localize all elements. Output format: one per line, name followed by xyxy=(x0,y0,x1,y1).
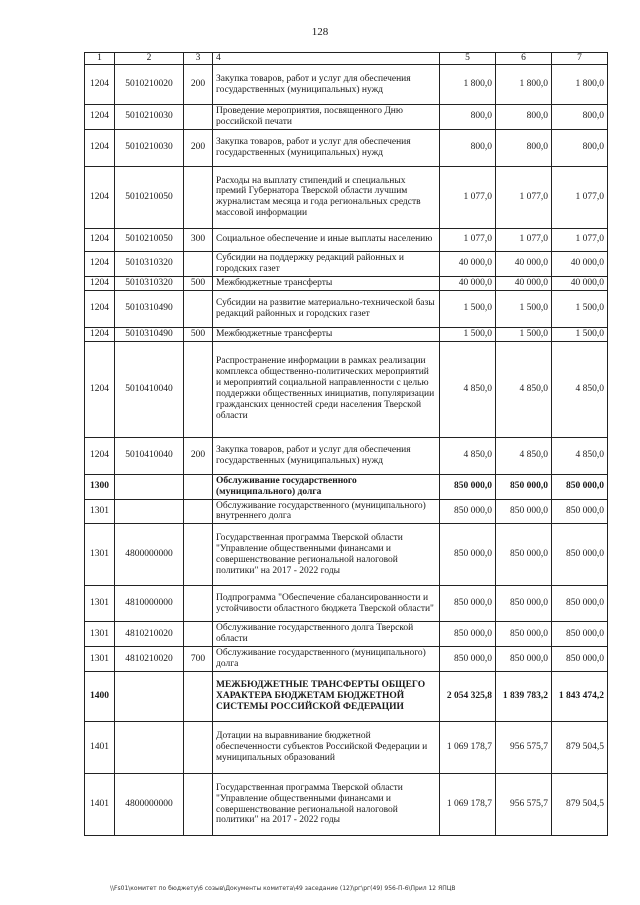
amount-col6-cell: 850 000,0 xyxy=(496,622,552,647)
amount-col7-cell: 879 504,5 xyxy=(552,774,608,836)
amount-col5-cell: 850 000,0 xyxy=(440,622,496,647)
section-code-cell: 1300 xyxy=(85,474,115,499)
item-name-cell: Расходы на выплату стипендий и специальных премий Губернатора Тверской области лучшим журналистам месяца и года региональных средств массовой информации xyxy=(213,166,440,228)
amount-col6-cell: 956 575,7 xyxy=(496,722,552,774)
target-article-cell: 5010210030 xyxy=(115,105,184,130)
section-code-cell: 1204 xyxy=(85,290,115,327)
amount-col7-cell: 40 000,0 xyxy=(552,276,608,290)
column-header-6: 6 xyxy=(496,53,552,65)
section-code-cell: 1204 xyxy=(85,251,115,276)
amount-col5-cell: 850 000,0 xyxy=(440,586,496,622)
expense-type-cell xyxy=(184,251,213,276)
expense-type-cell: 200 xyxy=(184,437,213,474)
amount-col7-cell: 4 850,0 xyxy=(552,341,608,437)
table-row xyxy=(85,437,608,474)
section-code-cell: 1301 xyxy=(85,586,115,622)
amount-col5-cell: 4 850,0 xyxy=(440,341,496,437)
item-name-cell: Проведение мероприятия, посвященного Дню российской печати xyxy=(213,105,440,130)
target-article-cell: 4810000000 xyxy=(115,586,184,622)
column-header-4: 4 xyxy=(213,53,440,65)
amount-col7-cell: 879 504,5 xyxy=(552,722,608,774)
target-article-cell: 5010210020 xyxy=(115,65,184,105)
amount-col6-cell: 4 850,0 xyxy=(496,341,552,437)
amount-col6-cell: 1 500,0 xyxy=(496,327,552,341)
table-row xyxy=(85,129,608,166)
item-name-cell: Обслуживание государственного (муниципального) долга xyxy=(213,474,440,499)
item-name-cell: Межбюджетные трансферты xyxy=(213,327,440,341)
amount-col7-cell: 850 000,0 xyxy=(552,622,608,647)
amount-col7-cell: 1 843 474,2 xyxy=(552,672,608,722)
table-row xyxy=(85,276,608,290)
amount-col5-cell: 800,0 xyxy=(440,105,496,130)
item-name-cell: Субсидии на поддержку редакций районных и городских газет xyxy=(213,251,440,276)
amount-col6-cell: 850 000,0 xyxy=(496,499,552,524)
amount-col5-cell: 850 000,0 xyxy=(440,647,496,672)
table-row xyxy=(85,774,608,836)
amount-col6-cell: 956 575,7 xyxy=(496,774,552,836)
target-article-cell: 5010410040 xyxy=(115,341,184,437)
page-number: 128 xyxy=(311,26,329,38)
item-name-cell: Закупка товаров, работ и услуг для обеспечения государственных (муниципальных) нужд xyxy=(213,65,440,105)
column-header-1: 1 xyxy=(85,53,115,65)
target-article-cell: 5010210050 xyxy=(115,166,184,228)
amount-col5-cell: 1 069 178,7 xyxy=(440,774,496,836)
table-row xyxy=(85,647,608,672)
amount-col6-cell: 40 000,0 xyxy=(496,251,552,276)
amount-col7-cell: 4 850,0 xyxy=(552,437,608,474)
table-body xyxy=(85,65,608,836)
amount-col5-cell: 850 000,0 xyxy=(440,474,496,499)
expense-type-cell: 700 xyxy=(184,647,213,672)
item-name-cell: Распространение информации в рамках реализации комплекса общественно-политических мероприятий и мероприятий социальной направленности с целью поддержки общественных инициатив, популяризации гражданских ценностей среди населения Тверской области xyxy=(213,341,440,437)
section-code-cell: 1204 xyxy=(85,105,115,130)
column-header-7: 7 xyxy=(552,53,608,65)
amount-col6-cell: 850 000,0 xyxy=(496,524,552,586)
item-name-cell: Обслуживание государственного (муниципального) внутреннего долга xyxy=(213,499,440,524)
table-row xyxy=(85,524,608,586)
item-name-cell: Закупка товаров, работ и услуг для обеспечения государственных (муниципальных) нужд xyxy=(213,437,440,474)
item-name-cell: Обслуживание государственного долга Тверской области xyxy=(213,622,440,647)
table-row xyxy=(85,622,608,647)
amount-col6-cell: 850 000,0 xyxy=(496,474,552,499)
expense-type-cell: 500 xyxy=(184,276,213,290)
table-row xyxy=(85,341,608,437)
amount-col6-cell: 850 000,0 xyxy=(496,586,552,622)
expense-type-cell xyxy=(184,524,213,586)
section-code-cell: 1204 xyxy=(85,437,115,474)
amount-col6-cell: 1 800,0 xyxy=(496,65,552,105)
amount-col6-cell: 1 839 783,2 xyxy=(496,672,552,722)
amount-col6-cell: 850 000,0 xyxy=(496,647,552,672)
amount-col6-cell: 1 077,0 xyxy=(496,166,552,228)
amount-col7-cell: 1 500,0 xyxy=(552,290,608,327)
item-name-cell: Государственная программа Тверской области "Управление общественными финансами и совершенствование региональной налоговой политики" на 2017 - 2022 годы xyxy=(213,524,440,586)
budget-table xyxy=(84,52,608,836)
amount-col7-cell: 800,0 xyxy=(552,105,608,130)
section-code-cell: 1204 xyxy=(85,276,115,290)
expense-type-cell: 500 xyxy=(184,327,213,341)
amount-col6-cell: 800,0 xyxy=(496,105,552,130)
expense-type-cell xyxy=(184,499,213,524)
expense-type-cell xyxy=(184,166,213,228)
table-row xyxy=(85,474,608,499)
amount-col5-cell: 40 000,0 xyxy=(440,251,496,276)
table-row xyxy=(85,105,608,130)
item-name-cell: МЕЖБЮДЖЕТНЫЕ ТРАНСФЕРТЫ ОБЩЕГО ХАРАКТЕРА БЮДЖЕТАМ БЮДЖЕТНОЙ СИСТЕМЫ РОССИЙСКОЙ ФЕДЕРАЦИИ xyxy=(213,672,440,722)
amount-col7-cell: 1 077,0 xyxy=(552,166,608,228)
section-code-cell: 1301 xyxy=(85,647,115,672)
expense-type-cell xyxy=(184,774,213,836)
item-name-cell: Субсидии на развитие материально-технической базы редакций районных и городских газет xyxy=(213,290,440,327)
section-code-cell: 1204 xyxy=(85,327,115,341)
amount-col6-cell: 800,0 xyxy=(496,129,552,166)
amount-col5-cell: 1 500,0 xyxy=(440,327,496,341)
expense-type-cell xyxy=(184,474,213,499)
amount-col5-cell: 1 077,0 xyxy=(440,228,496,251)
target-article-cell: 5010410040 xyxy=(115,437,184,474)
amount-col6-cell: 4 850,0 xyxy=(496,437,552,474)
target-article-cell: 4800000000 xyxy=(115,524,184,586)
amount-col6-cell: 40 000,0 xyxy=(496,276,552,290)
column-header-5: 5 xyxy=(440,53,496,65)
item-name-cell: Социальное обеспечение и иные выплаты населению xyxy=(213,228,440,251)
section-code-cell: 1204 xyxy=(85,65,115,105)
target-article-cell: 5010310490 xyxy=(115,290,184,327)
target-article-cell: 4800000000 xyxy=(115,774,184,836)
amount-col7-cell: 1 077,0 xyxy=(552,228,608,251)
amount-col6-cell: 1 077,0 xyxy=(496,228,552,251)
target-article-cell: 4810210020 xyxy=(115,647,184,672)
table-row xyxy=(85,327,608,341)
section-code-cell: 1301 xyxy=(85,499,115,524)
item-name-cell: Обслуживание государственного (муниципального) долга xyxy=(213,647,440,672)
amount-col5-cell: 850 000,0 xyxy=(440,524,496,586)
table-row xyxy=(85,166,608,228)
section-code-cell: 1401 xyxy=(85,774,115,836)
expense-type-cell xyxy=(184,341,213,437)
footer-file-path: \\Fs01\комитет по бюджету\6 созыв\Документы комитета\49 заседание (12)\рг\рг(49) 956-П-6\Прил 12 ЯПЦВ xyxy=(110,885,456,892)
item-name-cell: Государственная программа Тверской области "Управление общественными финансами и совершенствование региональной налоговой политики" на 2017 - 2022 годы xyxy=(213,774,440,836)
item-name-cell: Подпрограмма "Обеспечение сбалансированности и устойчивости областного бюджета Тверской области" xyxy=(213,586,440,622)
target-article-cell: 5010210050 xyxy=(115,228,184,251)
item-name-cell: Дотации на выравнивание бюджетной обеспеченности субъектов Российской Федерации и муниципальных образований xyxy=(213,722,440,774)
amount-col5-cell: 1 069 178,7 xyxy=(440,722,496,774)
section-code-cell: 1204 xyxy=(85,166,115,228)
amount-col7-cell: 40 000,0 xyxy=(552,251,608,276)
target-article-cell xyxy=(115,499,184,524)
target-article-cell: 5010310320 xyxy=(115,251,184,276)
table-row xyxy=(85,722,608,774)
amount-col6-cell: 1 500,0 xyxy=(496,290,552,327)
amount-col7-cell: 850 000,0 xyxy=(552,586,608,622)
table-row xyxy=(85,251,608,276)
section-code-cell: 1301 xyxy=(85,622,115,647)
table-row xyxy=(85,499,608,524)
table-row xyxy=(85,290,608,327)
amount-col5-cell: 1 077,0 xyxy=(440,166,496,228)
table-row xyxy=(85,65,608,105)
column-header-2: 2 xyxy=(115,53,184,65)
column-header-3: 3 xyxy=(184,53,213,65)
amount-col5-cell: 1 500,0 xyxy=(440,290,496,327)
section-code-cell: 1204 xyxy=(85,341,115,437)
amount-col5-cell: 850 000,0 xyxy=(440,499,496,524)
expense-type-cell xyxy=(184,105,213,130)
section-code-cell: 1400 xyxy=(85,672,115,722)
table-row xyxy=(85,586,608,622)
target-article-cell: 5010310490 xyxy=(115,327,184,341)
expense-type-cell xyxy=(184,672,213,722)
target-article-cell: 4810210020 xyxy=(115,622,184,647)
section-code-cell: 1401 xyxy=(85,722,115,774)
expense-type-cell xyxy=(184,622,213,647)
amount-col7-cell: 1 500,0 xyxy=(552,327,608,341)
amount-col5-cell: 4 850,0 xyxy=(440,437,496,474)
target-article-cell: 5010310320 xyxy=(115,276,184,290)
section-code-cell: 1204 xyxy=(85,228,115,251)
target-article-cell xyxy=(115,474,184,499)
amount-col7-cell: 850 000,0 xyxy=(552,524,608,586)
item-name-cell: Межбюджетные трансферты xyxy=(213,276,440,290)
table-row xyxy=(85,228,608,251)
target-article-cell: 5010210030 xyxy=(115,129,184,166)
amount-col7-cell: 800,0 xyxy=(552,129,608,166)
expense-type-cell: 300 xyxy=(184,228,213,251)
expense-type-cell xyxy=(184,722,213,774)
amount-col5-cell: 2 054 325,8 xyxy=(440,672,496,722)
expense-type-cell: 200 xyxy=(184,65,213,105)
amount-col5-cell: 1 800,0 xyxy=(440,65,496,105)
expense-type-cell: 200 xyxy=(184,129,213,166)
target-article-cell xyxy=(115,722,184,774)
target-article-cell xyxy=(115,672,184,722)
table-row xyxy=(85,672,608,722)
section-code-cell: 1301 xyxy=(85,524,115,586)
amount-col7-cell: 850 000,0 xyxy=(552,474,608,499)
expense-type-cell xyxy=(184,586,213,622)
expense-type-cell xyxy=(184,290,213,327)
section-code-cell: 1204 xyxy=(85,129,115,166)
amount-col7-cell: 1 800,0 xyxy=(552,65,608,105)
column-number-row xyxy=(85,53,608,65)
amount-col7-cell: 850 000,0 xyxy=(552,647,608,672)
item-name-cell: Закупка товаров, работ и услуг для обеспечения государственных (муниципальных) нужд xyxy=(213,129,440,166)
amount-col5-cell: 800,0 xyxy=(440,129,496,166)
amount-col5-cell: 40 000,0 xyxy=(440,276,496,290)
amount-col7-cell: 850 000,0 xyxy=(552,499,608,524)
